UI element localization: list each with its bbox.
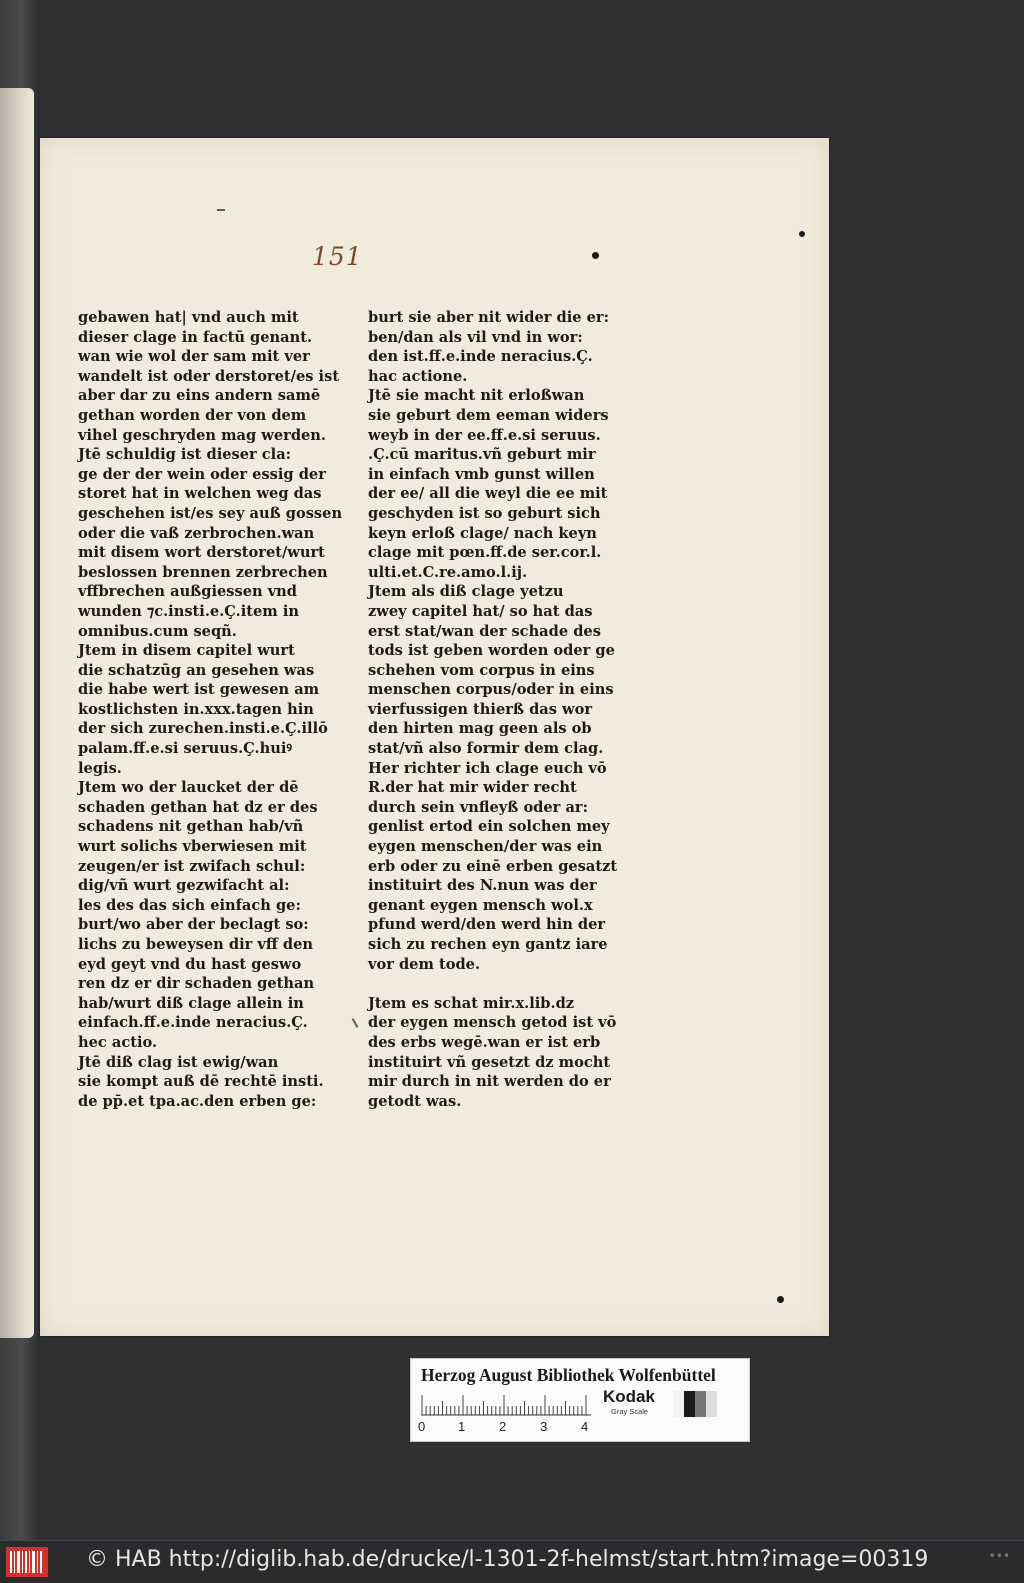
right-text-column bbox=[368, 308, 618, 1111]
text-line: durch sein vnfleyß oder ar: bbox=[368, 798, 588, 816]
text-line: vihel geschryden mag werden. bbox=[78, 426, 326, 444]
text-line: palam.ff.e.si seruus.Ç.huiꝰ bbox=[78, 740, 292, 758]
text-line: sie geburt dem eeman widers bbox=[368, 406, 609, 424]
text-line: kostlichsten in.xxx.tagen hin bbox=[78, 700, 314, 718]
text-line: pfund werd/den werd hin der bbox=[368, 916, 606, 934]
text-line: erb oder zu einē erben gesatzt bbox=[368, 857, 618, 875]
text-line: eygen menschen/der was ein bbox=[368, 838, 603, 856]
text-line: gethan worden der von dem bbox=[78, 406, 307, 424]
text-line: die habe wert ist gewesen am bbox=[78, 681, 320, 699]
text-line: les des das sich einfach ge: bbox=[78, 896, 301, 914]
text-line: genant eygen mensch wol.x bbox=[368, 896, 593, 914]
text-line: dieser clage in factū genant. bbox=[78, 328, 313, 346]
source-url[interactable]: © HAB http://diglib.hab.de/drucke/l-1301-2f-helmst/start.htm?image=00319 bbox=[86, 1547, 929, 1572]
hab-barcode-logo-icon bbox=[6, 1547, 48, 1577]
text-line: hec actio. bbox=[78, 1033, 158, 1051]
text-line: eyd geyt vnd du hast geswo bbox=[78, 955, 302, 973]
kodak-subtitle: Gray Scale bbox=[611, 1407, 649, 1416]
text-line: de pp̄.et tpa.ac.den erben ge: bbox=[78, 1092, 317, 1110]
text-line: zeugen/er ist zwifach schul: bbox=[78, 857, 306, 875]
ruler-label-4: 4 bbox=[581, 1419, 589, 1434]
ink-speck bbox=[799, 231, 805, 237]
text-line: in einfach vmb gunst willen bbox=[368, 465, 595, 483]
left-text-column bbox=[78, 308, 343, 1111]
color-reference-card bbox=[410, 1358, 750, 1442]
text-line: vor dem tode. bbox=[368, 955, 481, 973]
text-line: zwey capitel hat/ so hat das bbox=[368, 602, 593, 620]
ruler-label-1: 1 bbox=[458, 1419, 466, 1434]
text-line: wandelt ist oder derstoret/es ist bbox=[78, 367, 340, 385]
ink-speck bbox=[592, 252, 599, 259]
text-line: sie kompt auß dē rechtē insti. bbox=[78, 1073, 324, 1091]
text-line: wurt solichs vberwiesen mit bbox=[78, 838, 307, 856]
ruler-label-3: 3 bbox=[540, 1419, 548, 1434]
text-line: hac actione. bbox=[368, 367, 468, 385]
text-line: den hirten mag geen als ob bbox=[368, 720, 592, 738]
text-line: gebawen hat| vnd auch mit bbox=[78, 309, 299, 326]
gray-scale-patches bbox=[673, 1391, 717, 1417]
ruler-label-2: 2 bbox=[499, 1419, 507, 1434]
text-line: Jtē sie macht nit erloßwan bbox=[368, 387, 585, 405]
text-line: oder die vaß zerbrochen.wan bbox=[78, 524, 315, 542]
text-line: erst stat/wan der schade des bbox=[368, 622, 601, 640]
text-line: Jtē schuldig ist dieser cla: bbox=[78, 446, 292, 464]
text-line: genlist ertod ein solchen mey bbox=[368, 818, 610, 836]
text-line: wan wie wol der sam mit ver bbox=[78, 348, 310, 366]
ink-speck bbox=[777, 1296, 784, 1303]
text-line: .Ç.cū maritus.vñ geburt mir bbox=[368, 446, 596, 464]
text-line: ben/dan als vil vnd in wor: bbox=[368, 328, 583, 346]
text-line: burt/wo aber der beclagt so: bbox=[78, 916, 309, 934]
text-line: R.der hat mir wider recht bbox=[368, 779, 577, 797]
text-line: getodt was. bbox=[368, 1092, 462, 1110]
text-line: menschen corpus/oder in eins bbox=[368, 681, 614, 699]
text-line: Jtem in disem capitel wurt bbox=[78, 642, 295, 660]
text-line: der sich zurechen.insti.e.Ç.illō bbox=[78, 720, 328, 738]
text-line: hab/wurt diß clage allein in bbox=[78, 994, 304, 1012]
text-line: der eygen mensch getod ist vō bbox=[368, 1014, 617, 1032]
text-line: den ist.ff.e.inde neracius.Ç. bbox=[368, 348, 593, 366]
text-line: ulti.et.C.re.amo.l.ij. bbox=[368, 563, 528, 581]
text-line: Jtem es schat mir.x.lib.dz bbox=[368, 994, 575, 1012]
text-line: omnibus.cum seqñ. bbox=[78, 622, 237, 640]
card-title: Herzog August Bibliothek Wolfenbüttel bbox=[421, 1365, 716, 1385]
scanned-page bbox=[40, 138, 829, 1336]
text-line: schadens nit gethan hab/vñ bbox=[78, 818, 304, 836]
text-line: keyn erloß clage/ nach keyn bbox=[368, 524, 597, 542]
text-line: Jtem als diß clage yetzu bbox=[368, 583, 564, 601]
text-line: schaden gethan hat dz er des bbox=[78, 798, 318, 816]
text-line: storet hat in welchen weg das bbox=[78, 485, 322, 503]
text-line: dig/vñ wurt gezwifacht al: bbox=[78, 877, 290, 895]
text-line: tods ist geben worden oder ge bbox=[368, 642, 615, 660]
text-line: instituirt des N.nun was der bbox=[368, 877, 597, 895]
ruler-label-0: 0 bbox=[418, 1419, 426, 1434]
text-line: vffbrechen außgiessen vnd bbox=[78, 583, 297, 601]
pencil-mark bbox=[352, 1018, 359, 1028]
text-line: geschehen ist/es sey auß gossen bbox=[78, 504, 343, 522]
text-line: aber dar zu eins andern samē bbox=[78, 387, 321, 405]
folio-number: 151 bbox=[312, 242, 363, 271]
menu-dots-icon[interactable]: ••• bbox=[988, 1549, 1010, 1563]
text-line: geschyden ist so geburt sich bbox=[368, 504, 601, 522]
text-line: vierfussigen thierß das wor bbox=[368, 700, 593, 718]
text-line: legis. bbox=[78, 759, 122, 777]
pencil-mark bbox=[217, 209, 225, 211]
text-line: mir durch in nit werden do er bbox=[368, 1073, 611, 1091]
text-line: lichs zu beweysen dir vff den bbox=[78, 936, 314, 953]
ruler-scale bbox=[421, 1393, 591, 1419]
footer-bar bbox=[0, 1540, 1024, 1583]
text-line: instituirt vñ gesetzt dz mocht bbox=[368, 1053, 611, 1071]
text-line: mit disem wort derstoret/wurt bbox=[78, 544, 325, 562]
text-line: Her richter ich clage euch vō bbox=[368, 759, 607, 777]
kodak-brand: Kodak bbox=[603, 1387, 655, 1406]
text-line: schehen vom corpus in eins bbox=[368, 661, 595, 679]
text-line: stat/vñ also formir dem clag. bbox=[368, 740, 604, 758]
text-line: clage mit pœn.ff.de ser.cor.l. bbox=[368, 544, 602, 562]
text-line: des erbs wegē.wan er ist erb bbox=[368, 1033, 601, 1051]
text-line: der ee/ all die weyl die ee mit bbox=[368, 485, 608, 503]
text-line: Jtē diß clag ist ewig/wan bbox=[78, 1053, 279, 1071]
text-line: einfach.ff.e.inde neracius.Ç. bbox=[78, 1014, 308, 1032]
text-line: weyb in der ee.ff.e.si seruus. bbox=[368, 426, 601, 444]
text-line: ren dz er dir schaden gethan bbox=[78, 975, 315, 993]
previous-page-edge bbox=[0, 88, 34, 1338]
text-line: beslossen brennen zerbrechen bbox=[78, 563, 328, 581]
text-line: sich zu rechen eyn gantz iare bbox=[368, 936, 608, 953]
text-line: ge der der wein oder essig der bbox=[78, 465, 326, 483]
text-line: burt sie aber nit wider die er: bbox=[368, 309, 609, 326]
text-line: die schatzūg an gesehen was bbox=[78, 661, 315, 679]
text-line bbox=[368, 974, 600, 994]
text-line: Jtem wo der laucket der dē bbox=[78, 779, 299, 797]
text-line: wunden ⁊c.insti.e.Ç.item in bbox=[78, 602, 299, 620]
